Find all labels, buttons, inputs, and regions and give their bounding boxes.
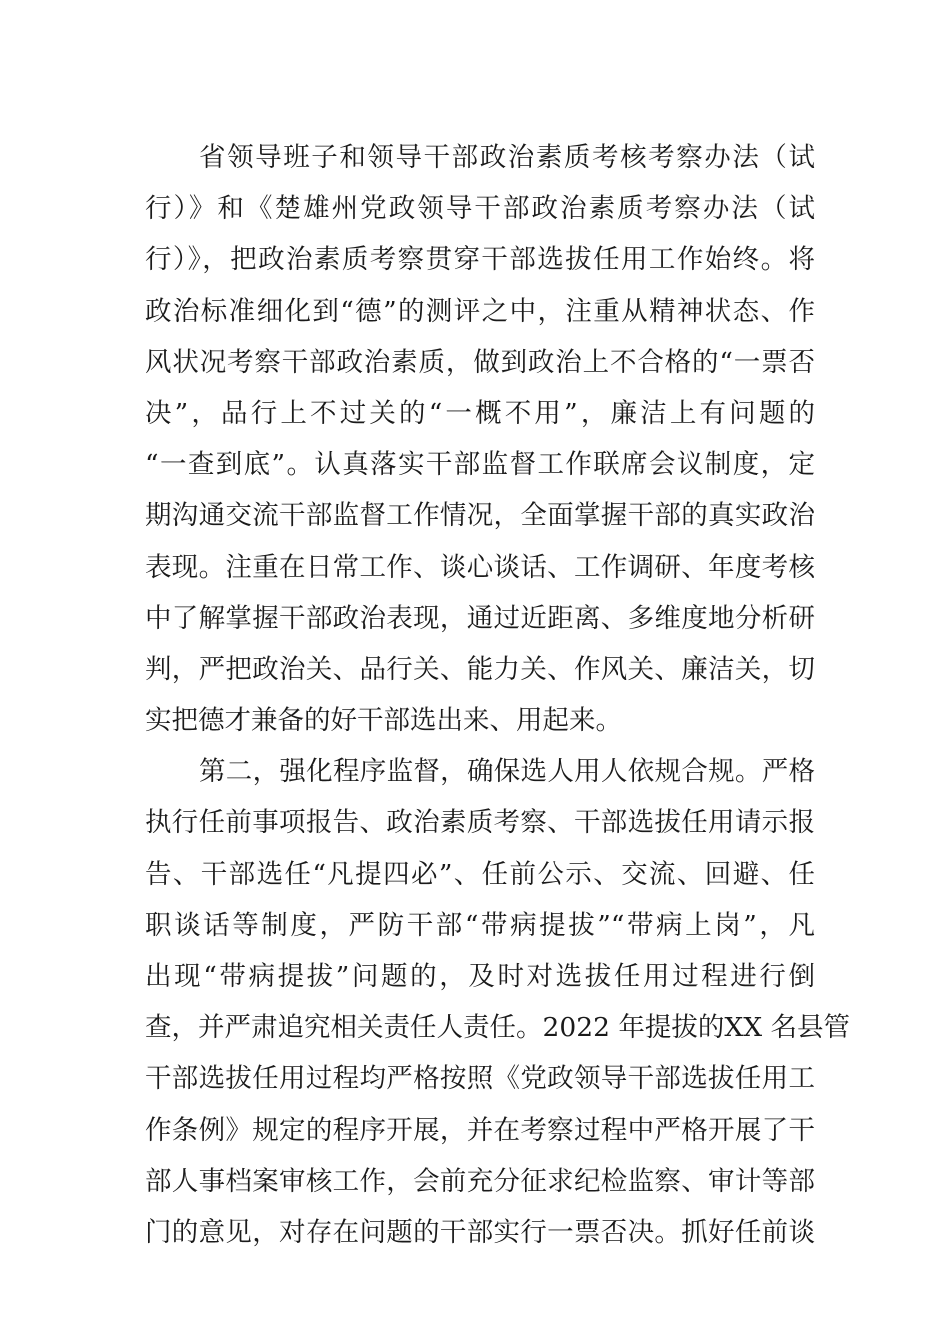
text-line: 第二，强化程序监督，确保选人用人依规合规。严格	[199, 756, 815, 788]
text-line: 期沟通交流干部监督工作情况，全面掌握干部的真实政治	[145, 500, 815, 532]
paragraph-2	[145, 746, 851, 1258]
text-line: 部人事档案审核工作，会前充分征求纪检监察、审计等部	[145, 1165, 815, 1197]
text-line: 判，严把政治关、品行关、能力关、作风关、廉洁关，切	[145, 653, 815, 685]
text-line: 省领导班子和领导干部政治素质考核考察办法（试	[199, 142, 815, 173]
text-line: 告、干部选任“凡提四必”、任前公示、交流、回避、任	[145, 858, 815, 890]
text-line: 执行任前事项报告、政治素质考察、干部选拔任用请示报	[145, 807, 815, 839]
text-line: 出现“带病提拔”问题的，及时对选拔任用过程进行倒	[145, 961, 815, 992]
text-line: 风状况考察干部政治素质，做到政治上不合格的“一票否	[145, 346, 815, 378]
text-line: 行）》，把政治素质考察贯穿干部选拔任用工作始终。将	[145, 244, 815, 276]
text-line: 实把德才兼备的好干部选出来、用起来。	[145, 705, 622, 737]
text-line: 查，并严肃追究相关责任人责任。2022 年提拔的XX 名县管	[145, 1012, 851, 1044]
text-line: 表现。注重在日常工作、谈心谈话、工作调研、年度考核	[145, 551, 815, 583]
text-line: 作条例》规定的程序开展，并在考察过程中严格开展了干	[145, 1114, 815, 1146]
paragraph-1	[145, 132, 815, 746]
text-line: 中了解掌握干部政治表现，通过近距离、多维度地分析研	[145, 602, 815, 634]
text-line: 政治标准细化到“德”的测评之中，注重从精神状态、作	[145, 295, 815, 327]
text-line: 门的意见，对存在问题的干部实行一票否决。抓好任前谈	[145, 1216, 815, 1248]
document-body	[145, 132, 851, 1258]
text-line: 行）》和《楚雄州党政领导干部政治素质考察办法（试	[145, 193, 815, 225]
text-line: “一查到底”。认真落实干部监督工作联席会议制度，定	[145, 449, 815, 481]
text-line: 职谈话等制度，严防干部“带病提拔”“带病上岗”，凡	[145, 909, 815, 941]
text-line: 决”，品行上不过关的“一概不用”，廉洁上有问题的	[145, 397, 815, 429]
text-line: 干部选拔任用过程均严格按照《党政领导干部选拔任用工	[145, 1063, 815, 1095]
